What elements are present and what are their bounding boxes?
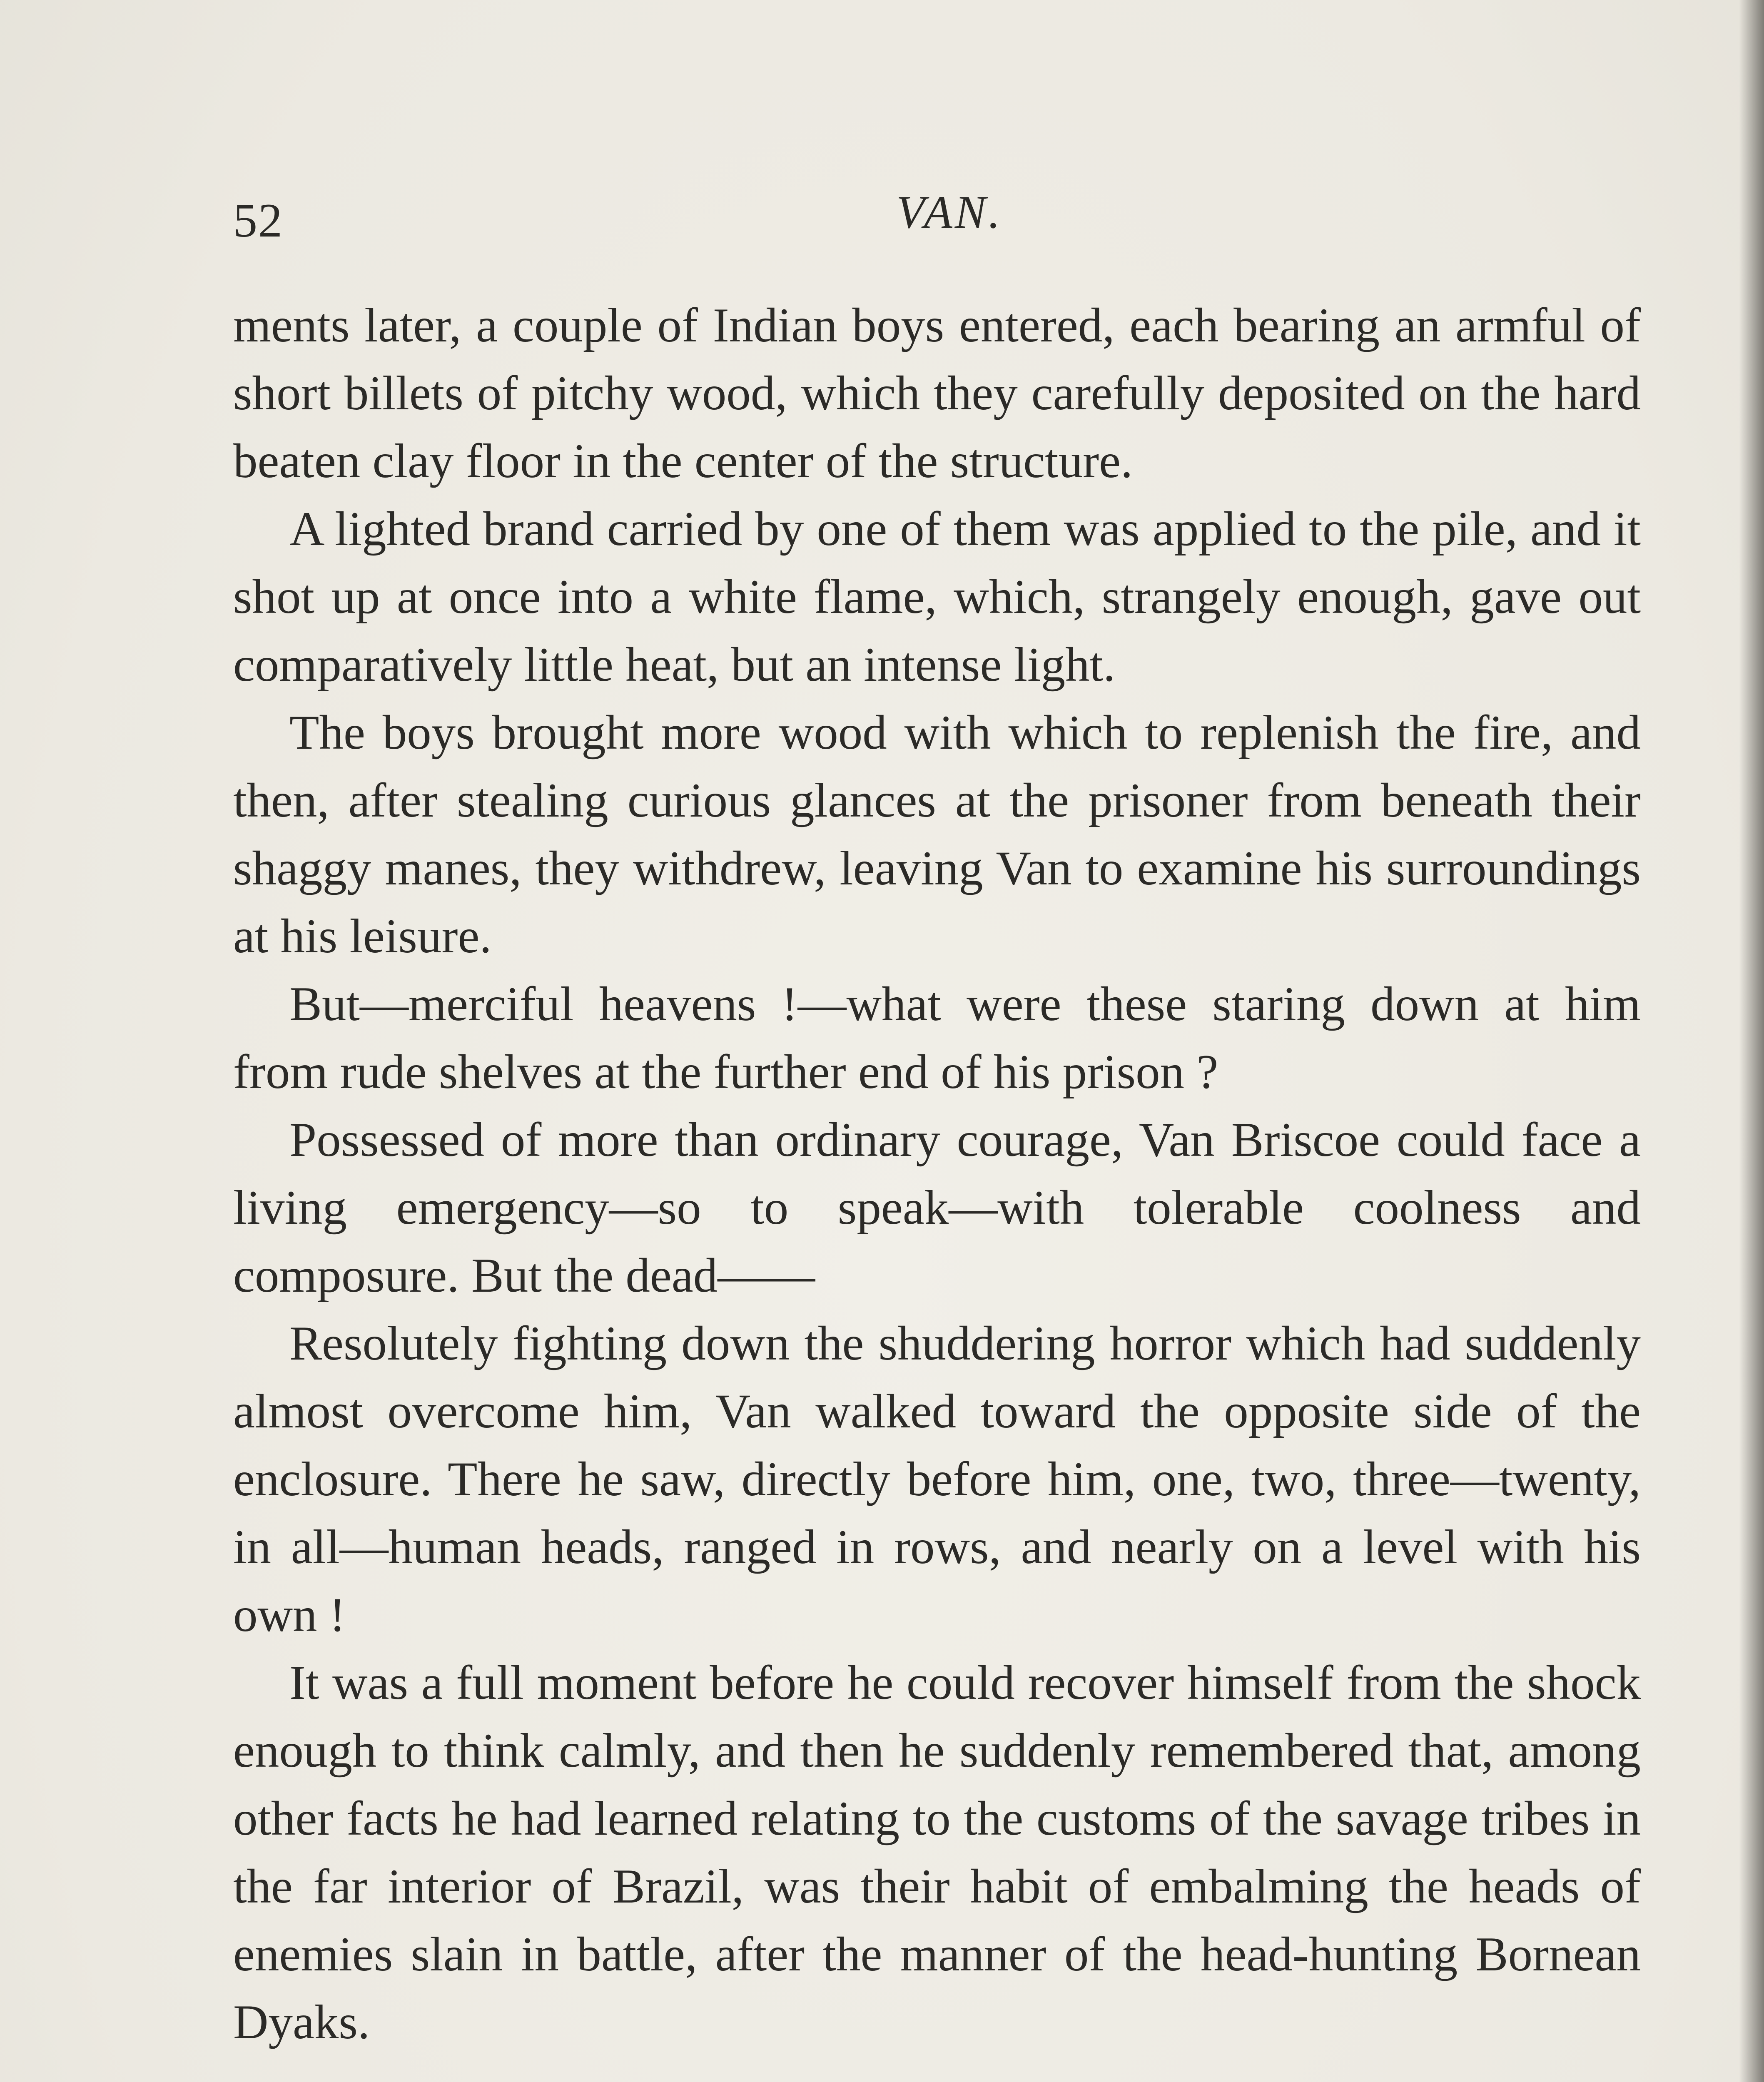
paragraph: Possessed of more than ordinary courage, Van Briscoe could face a living emergency—so to speak—with tolerable coolness and composure. But the dead—— bbox=[233, 1113, 1641, 1302]
page-edge-shadow bbox=[1739, 0, 1764, 2082]
page-number: 52 bbox=[233, 194, 283, 247]
paragraph: A lighted brand carried by one of them was applied to the pile, and it shot up at once into a white flame, which, strangely enough, gave out comparatively little heat, but an intense light. bbox=[233, 502, 1641, 692]
paragraph: It was a full moment before he could recover himself from the shock enough to think calmly, and then he suddenly remembered that, among other facts he had learned relating to the customs of the savage tribes in the far interior of Brazil, was their habit of embalming the heads of enemies slain in battle, after the manner of the head-hunting Bornean Dyaks. bbox=[233, 1656, 1641, 2049]
paragraph: But—merciful heavens !—what were these staring down at him from rude shelves at the further end of his prison ? bbox=[233, 977, 1641, 1099]
paragraph: Resolutely fighting down the shuddering horror which had suddenly almost overcome him, Van walked toward the opposite side of the enclosure. There he saw, directly before him, one, two, three—twenty, in all—human heads, ranged in rows, and nearly on a level with his own ! bbox=[233, 1317, 1641, 1642]
paragraph: The boys brought more wood with which to replenish the fire, and then, after stealing curious glances at the prisoner from beneath their shaggy manes, they withdrew, leaving Van to examine his surroundings at his leisure. bbox=[233, 706, 1641, 963]
paragraph: ments later, a couple of Indian boys entered, each bearing an armful of short billets of pitchy wood, which they carefully deposited on the hard beaten clay floor in the center of the structure. bbox=[233, 299, 1641, 488]
running-title: VAN. bbox=[896, 187, 1003, 238]
page-header bbox=[233, 183, 1641, 258]
body-text bbox=[233, 291, 1641, 2056]
